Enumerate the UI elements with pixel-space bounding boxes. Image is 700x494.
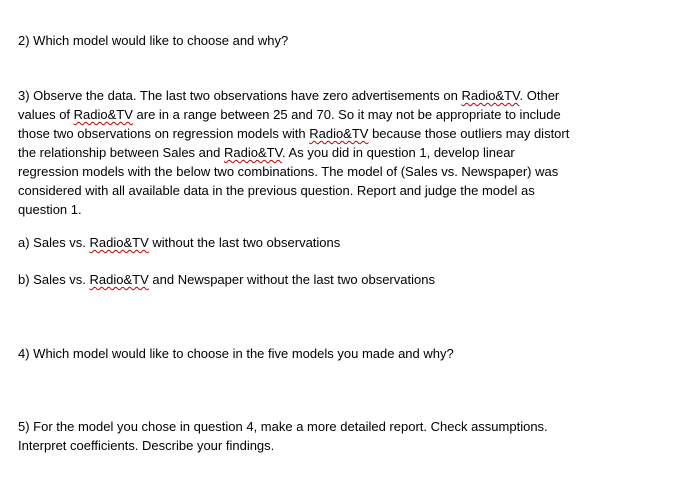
text-segment: those two observations on regression models with	[18, 126, 310, 141]
spellcheck-word: Radio&TV	[461, 88, 520, 103]
text-segment: . Other	[519, 88, 560, 103]
question-5-line-1: 5) For the model you chose in question 4, make a more detailed report. Check assumptions.	[18, 419, 548, 434]
spellcheck-word: Radio&TV	[73, 107, 133, 122]
spellcheck-word: Radio&TV	[89, 272, 149, 287]
question-3-line-5: regression models with the below two combinations. The model of (Sales vs. Newspaper) was	[18, 164, 559, 179]
text-segment: values of	[18, 107, 74, 122]
question-4	[18, 344, 658, 363]
text-segment: 3) Observe the data. The last two observations have zero advertisements on	[18, 88, 462, 103]
question-5	[18, 417, 658, 455]
text-segment: a) Sales vs.	[18, 235, 90, 250]
text-segment: are in a range between 25 and 70. So it may not be appropriate to include	[132, 107, 561, 122]
question-3	[18, 86, 658, 219]
spellcheck-word: Radio&TV	[223, 145, 283, 160]
text-segment: without the last two observations	[148, 235, 341, 250]
question-3-line-7: question 1.	[18, 202, 82, 217]
question-3a-text	[18, 233, 658, 252]
text-segment: the relationship between Sales and	[18, 145, 224, 160]
question-4-text: 4) Which model would like to choose in the five models you made and why?	[18, 346, 454, 361]
text-segment: and Newspaper without the last two observations	[148, 272, 435, 287]
question-2	[18, 31, 658, 50]
question-3-line-2	[18, 105, 658, 124]
spellcheck-word: Radio&TV	[309, 126, 369, 141]
text-segment: . As you did in question 1, develop linear	[282, 145, 515, 160]
question-2-text: 2) Which model would like to choose and why?	[18, 33, 289, 48]
text-segment: b) Sales vs.	[18, 272, 90, 287]
text-segment: because those outliers may distort	[368, 126, 570, 141]
question-3a	[18, 233, 658, 252]
question-3-line-3	[18, 124, 658, 143]
question-3b-text	[18, 270, 658, 289]
question-3-line-6: considered with all available data in the previous question. Report and judge the model as	[18, 183, 535, 198]
question-3-line-4	[18, 143, 658, 162]
question-5-line-2: Interpret coefficients. Describe your findings.	[18, 438, 275, 453]
spellcheck-word: Radio&TV	[89, 235, 149, 250]
question-3b	[18, 270, 658, 289]
question-3-line-1	[18, 86, 658, 105]
